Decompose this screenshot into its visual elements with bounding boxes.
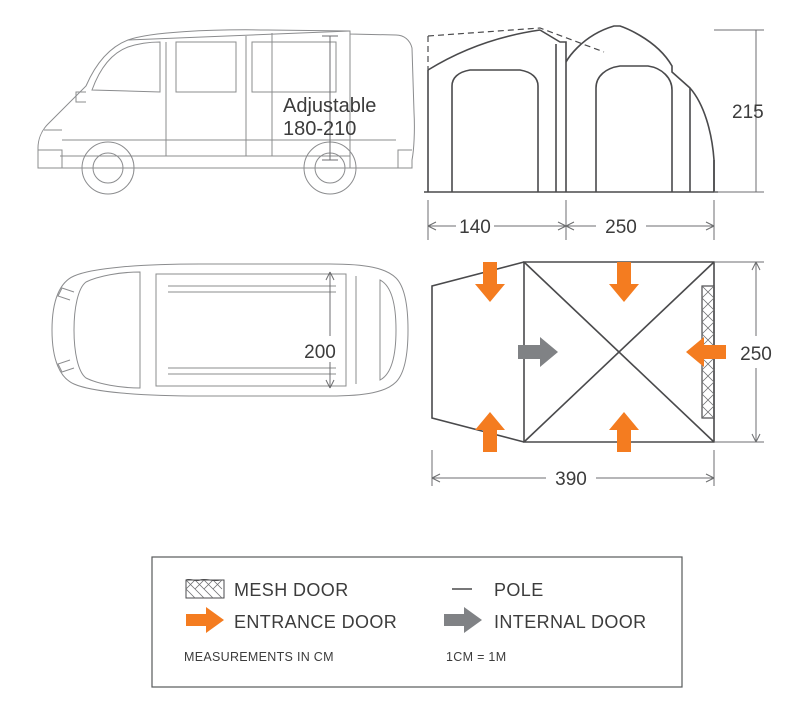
adjustable-label: Adjustable <box>283 95 377 117</box>
awning-length-label: 390 <box>555 469 587 490</box>
internal-door-icon <box>444 607 482 633</box>
mesh-door-icon <box>186 579 224 598</box>
entrance-door-icon <box>186 607 224 633</box>
awning-length-dimension <box>432 450 714 490</box>
legend-label-pole: POLE <box>494 580 544 600</box>
legend-label-internal-door: INTERNAL DOOR <box>494 612 647 632</box>
van-top-view <box>52 264 408 396</box>
legend-label-entrance-door: ENTRANCE DOOR <box>234 612 398 632</box>
awning-height-dimension <box>714 30 764 192</box>
awning-elevation-widths <box>428 200 714 240</box>
main-width-label: 250 <box>605 217 637 238</box>
van-width-label: 200 <box>304 342 336 363</box>
entrance-door-arrow-top-right <box>609 262 639 302</box>
legend-label-mesh-door: MESH DOOR <box>234 580 349 600</box>
awning-elevation-view <box>424 26 718 192</box>
entrance-door-arrow-bottom-left <box>475 412 505 452</box>
porch-width-label: 140 <box>459 217 491 238</box>
adjustable-range: 180-210 <box>283 118 357 140</box>
entrance-door-arrow-bottom-right <box>609 412 639 452</box>
van-width-dimension <box>304 272 336 388</box>
awning-plan-view <box>432 262 726 452</box>
van-adjustable-height-dimension <box>283 36 376 160</box>
legend-note-scale: 1CM = 1M <box>446 650 507 664</box>
legend <box>152 557 682 687</box>
legend-note-measurements: MEASUREMENTS IN CM <box>184 650 334 664</box>
awning-depth-label: 250 <box>740 344 772 365</box>
awning-height-label: 215 <box>732 102 764 123</box>
